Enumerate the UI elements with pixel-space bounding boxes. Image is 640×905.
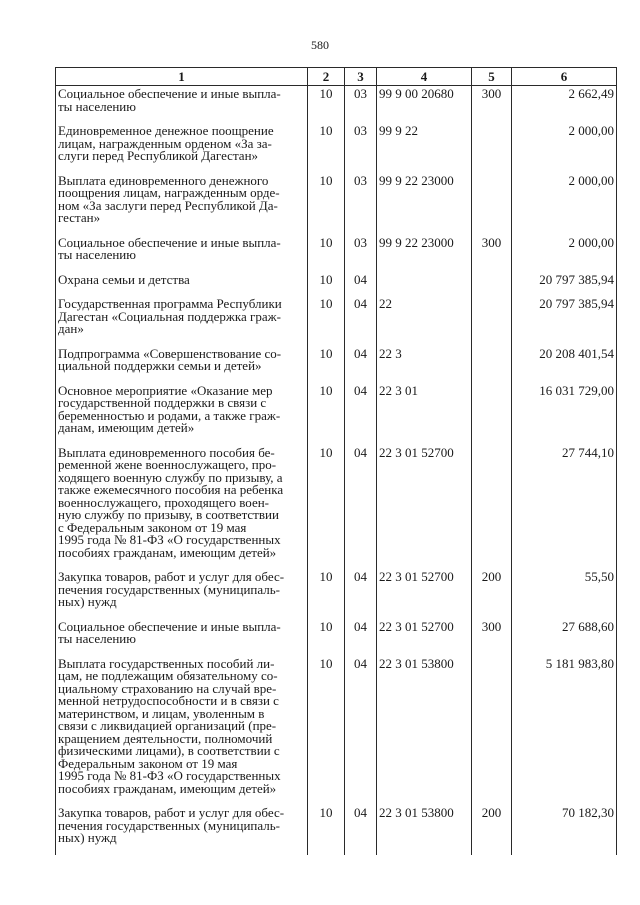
target-article-cell: 99 9 22: [377, 123, 472, 173]
amount-cell: 2 000,00: [512, 123, 617, 173]
table-row: [56, 272, 617, 297]
section-code-cell: 10: [308, 569, 345, 619]
amount-cell: 16 031 729,00: [512, 383, 617, 445]
amount-cell: 2 000,00: [512, 173, 617, 235]
table-header-row: [56, 68, 617, 86]
item-name-cell: Социальное обеспечение и иные выпла- ты населению: [56, 86, 308, 124]
item-name-cell: Закупка товаров, работ и услуг для обес- печения государственных (муниципаль- ных) нужд: [56, 569, 308, 619]
column-header: 3: [345, 68, 377, 86]
target-article-cell: 22 3 01 53800: [377, 805, 472, 855]
subsection-code-cell: 04: [345, 383, 377, 445]
subsection-code-cell: 04: [345, 272, 377, 297]
item-name-cell: Выплата единовременного денежного поощрения лицам, награжденным орде- ном «За заслуги перед Республикой Да- гестан»: [56, 173, 308, 235]
expense-type-cell: [472, 296, 512, 346]
subsection-code-cell: 04: [345, 656, 377, 806]
subsection-code-cell: 03: [345, 235, 377, 272]
expense-type-cell: 300: [472, 235, 512, 272]
item-name-cell: Выплата государственных пособий ли- цам, не подлежащим обязательному со- циальному страхованию на случай вре- менной нетрудоспособности и в связи с материнством, и лицам, уволенным в связи с ликвидацией организаций (пре- кращением деятельности, полномочий физическими лицами), в соответствии с Федеральным законом от 19 мая 1995 года № 81-ФЗ «О государственных пособиях гражданам, имеющим детей»: [56, 656, 308, 806]
section-code-cell: 10: [308, 619, 345, 656]
target-article-cell: 99 9 00 20680: [377, 86, 472, 124]
amount-cell: 2 662,49: [512, 86, 617, 124]
table-row: [56, 123, 617, 173]
table-row: [56, 296, 617, 346]
table-row: [56, 383, 617, 445]
page-number: 580: [311, 38, 329, 52]
column-header: 5: [472, 68, 512, 86]
subsection-code-cell: 04: [345, 619, 377, 656]
amount-cell: 27 688,60: [512, 619, 617, 656]
amount-cell: 20 208 401,54: [512, 346, 617, 383]
item-name-cell: Охрана семьи и детства: [56, 272, 308, 297]
item-name-cell: Закупка товаров, работ и услуг для обес- печения государственных (муниципаль- ных) нужд: [56, 805, 308, 855]
target-article-cell: 99 9 22 23000: [377, 235, 472, 272]
expense-type-cell: 200: [472, 805, 512, 855]
subsection-code-cell: 04: [345, 569, 377, 619]
section-code-cell: 10: [308, 272, 345, 297]
target-article-cell: 22 3 01: [377, 383, 472, 445]
amount-cell: 70 182,30: [512, 805, 617, 855]
expense-type-cell: 200: [472, 569, 512, 619]
column-header: 1: [56, 68, 308, 86]
target-article-cell: 22: [377, 296, 472, 346]
table-row: [56, 656, 617, 806]
section-code-cell: 10: [308, 346, 345, 383]
section-code-cell: 10: [308, 656, 345, 806]
section-code-cell: 10: [308, 173, 345, 235]
table-row: [56, 173, 617, 235]
table-row: [56, 805, 617, 855]
section-code-cell: 10: [308, 235, 345, 272]
amount-cell: 55,50: [512, 569, 617, 619]
item-name-cell: Выплата единовременного пособия бе- ременной жене военнослужащего, про- ходящего военную службу по призыву, а также ежемесячного пособия на ребенка военнослужащего, проходящего воен- ную службу по призыву, в соответствии с Федеральным законом от 19 мая 1995 года № 81-ФЗ «О государственных пособиях гражданам, имеющим детей»: [56, 445, 308, 570]
subsection-code-cell: 04: [345, 805, 377, 855]
expense-type-cell: [472, 272, 512, 297]
item-name-cell: Основное мероприятие «Оказание мер государственной поддержки в связи с беременностью и родами, а также граж- данам, имеющим детей»: [56, 383, 308, 445]
target-article-cell: 22 3: [377, 346, 472, 383]
target-article-cell: 22 3 01 52700: [377, 445, 472, 570]
target-article-cell: [377, 272, 472, 297]
expense-type-cell: [472, 445, 512, 570]
amount-cell: 20 797 385,94: [512, 296, 617, 346]
expense-type-cell: 300: [472, 619, 512, 656]
subsection-code-cell: 03: [345, 86, 377, 124]
column-header: 2: [308, 68, 345, 86]
section-code-cell: 10: [308, 123, 345, 173]
expense-type-cell: [472, 383, 512, 445]
target-article-cell: 22 3 01 52700: [377, 569, 472, 619]
table-row: [56, 619, 617, 656]
item-name-cell: Государственная программа Республики Дагестан «Социальная поддержка граж- дан»: [56, 296, 308, 346]
expense-type-cell: [472, 123, 512, 173]
section-code-cell: 10: [308, 805, 345, 855]
target-article-cell: 99 9 22 23000: [377, 173, 472, 235]
target-article-cell: 22 3 01 52700: [377, 619, 472, 656]
amount-cell: 2 000,00: [512, 235, 617, 272]
subsection-code-cell: 04: [345, 346, 377, 383]
item-name-cell: Единовременное денежное поощрение лицам, награжденным орденом «За за- слуги перед Республикой Дагестан»: [56, 123, 308, 173]
subsection-code-cell: 04: [345, 445, 377, 570]
section-code-cell: 10: [308, 86, 345, 124]
amount-cell: 27 744,10: [512, 445, 617, 570]
section-code-cell: 10: [308, 296, 345, 346]
expense-type-cell: 300: [472, 86, 512, 124]
expense-type-cell: [472, 173, 512, 235]
table-row: [56, 569, 617, 619]
subsection-code-cell: 03: [345, 173, 377, 235]
budget-table: [55, 67, 617, 855]
table-row: [56, 445, 617, 570]
expense-type-cell: [472, 656, 512, 806]
amount-cell: 20 797 385,94: [512, 272, 617, 297]
table-row: [56, 235, 617, 272]
item-name-cell: Социальное обеспечение и иные выпла- ты населению: [56, 619, 308, 656]
expense-type-cell: [472, 346, 512, 383]
amount-cell: 5 181 983,80: [512, 656, 617, 806]
subsection-code-cell: 04: [345, 296, 377, 346]
column-header: 4: [377, 68, 472, 86]
item-name-cell: Социальное обеспечение и иные выпла- ты населению: [56, 235, 308, 272]
section-code-cell: 10: [308, 383, 345, 445]
item-name-cell: Подпрограмма «Совершенствование со- циальной поддержки семьи и детей»: [56, 346, 308, 383]
table-row: [56, 346, 617, 383]
table-row: [56, 86, 617, 124]
subsection-code-cell: 03: [345, 123, 377, 173]
column-header: 6: [512, 68, 617, 86]
section-code-cell: 10: [308, 445, 345, 570]
target-article-cell: 22 3 01 53800: [377, 656, 472, 806]
